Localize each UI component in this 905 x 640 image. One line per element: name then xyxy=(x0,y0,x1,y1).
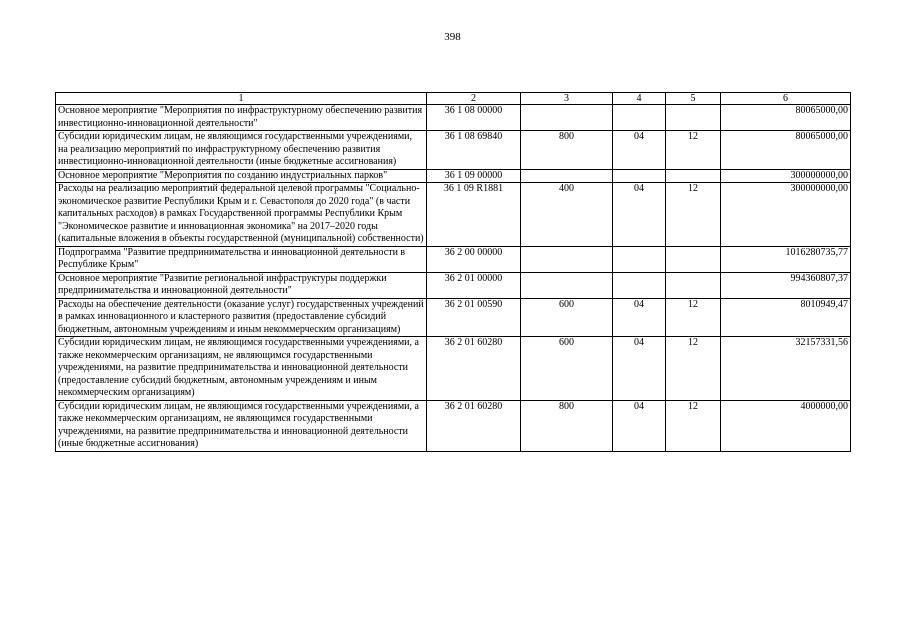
row-sum-cell: 300000000,00 xyxy=(721,183,851,247)
row-sum-cell: 4000000,00 xyxy=(721,400,851,451)
row-code-cell: 36 2 01 60280 xyxy=(427,400,521,451)
table-row xyxy=(56,131,851,170)
table-row xyxy=(56,169,851,183)
row-subsection-cell xyxy=(666,105,721,131)
page-number: 398 xyxy=(444,31,461,43)
row-type-cell xyxy=(521,272,613,298)
row-section-cell: 04 xyxy=(613,400,666,451)
table-row xyxy=(56,400,851,451)
row-name-cell: Основное мероприятие "Мероприятия по созданию индустриальных парков" xyxy=(56,169,427,183)
row-subsection-cell: 12 xyxy=(666,298,721,337)
row-code-cell: 36 2 01 00590 xyxy=(427,298,521,337)
table-row xyxy=(56,183,851,247)
row-name-cell: Расходы на реализацию мероприятий федеральной целевой программы "Социально-экономическое развитие Республики Крым и г. Севастополя до 2020 года" (в части капитальных расходов) в рамках Государственной программы Республики Крым "Экономическое развитие и инновационная экономика" на 2017–2020 годы (капитальные вложения в объекты государственной (муниципальной) собственности) xyxy=(56,183,427,247)
column-header: 4 xyxy=(613,93,666,105)
row-type-cell: 600 xyxy=(521,337,613,401)
table-row xyxy=(56,298,851,337)
row-subsection-cell xyxy=(666,169,721,183)
row-sum-cell: 1016280735,77 xyxy=(721,246,851,272)
row-section-cell xyxy=(613,105,666,131)
column-header: 3 xyxy=(521,93,613,105)
row-sum-cell: 8010949,47 xyxy=(721,298,851,337)
row-subsection-cell: 12 xyxy=(666,400,721,451)
row-name-cell: Субсидии юридическим лицам, не являющимся государственными учреждениями, а также некоммерческим организациям, не являющимся государственными учреждениями, на развитие предпринимательства и инновационной деятельности (иные бюджетные ассигнования) xyxy=(56,400,427,451)
table-row xyxy=(56,337,851,401)
row-type-cell xyxy=(521,169,613,183)
row-type-cell xyxy=(521,246,613,272)
column-header: 5 xyxy=(666,93,721,105)
row-type-cell: 800 xyxy=(521,131,613,170)
table-row xyxy=(56,272,851,298)
row-subsection-cell: 12 xyxy=(666,131,721,170)
row-section-cell: 04 xyxy=(613,337,666,401)
row-sum-cell: 80065000,00 xyxy=(721,131,851,170)
table-row xyxy=(56,105,851,131)
row-type-cell: 400 xyxy=(521,183,613,247)
table-row xyxy=(56,246,851,272)
row-code-cell: 36 2 00 00000 xyxy=(427,246,521,272)
row-subsection-cell xyxy=(666,272,721,298)
row-sum-cell: 80065000,00 xyxy=(721,105,851,131)
row-subsection-cell: 12 xyxy=(666,337,721,401)
row-code-cell: 36 1 09 00000 xyxy=(427,169,521,183)
budget-table xyxy=(55,92,851,452)
row-subsection-cell xyxy=(666,246,721,272)
row-section-cell: 04 xyxy=(613,183,666,247)
row-sum-cell: 32157331,56 xyxy=(721,337,851,401)
row-type-cell: 600 xyxy=(521,298,613,337)
row-section-cell: 04 xyxy=(613,298,666,337)
row-type-cell: 800 xyxy=(521,400,613,451)
row-name-cell: Подпрограмма "Развитие предпринимательства и инновационной деятельности в Республике Крым" xyxy=(56,246,427,272)
row-name-cell: Субсидии юридическим лицам, не являющимся государственными учреждениями, а также некоммерческим организациям, не являющимся государственными учреждениями, на развитие предпринимательства и инновационной деятельности (предоставление субсидий бюджетным, автономным учреждениям и иным некоммерческим организациям) xyxy=(56,337,427,401)
row-name-cell: Расходы на обеспечение деятельности (оказание услуг) государственных учреждений в рамках инновационного и кластерного развития (предоставление субсидий бюджетным, автономным учреждениям и иным некоммерческим организациям) xyxy=(56,298,427,337)
row-name-cell: Субсидии юридическим лицам, не являющимся государственными учреждениями, на реализацию мероприятий по инфраструктурному обеспечению развития инвестиционно-инновационной деятельности (иные бюджетные ассигнования) xyxy=(56,131,427,170)
row-code-cell: 36 1 09 R1881 xyxy=(427,183,521,247)
row-section-cell: 04 xyxy=(613,131,666,170)
row-section-cell xyxy=(613,169,666,183)
column-header: 1 xyxy=(56,93,427,105)
row-code-cell: 36 1 08 00000 xyxy=(427,105,521,131)
row-sum-cell: 300000000,00 xyxy=(721,169,851,183)
row-code-cell: 36 2 01 60280 xyxy=(427,337,521,401)
column-number-row xyxy=(56,93,851,105)
row-name-cell: Основное мероприятие "Развитие региональной инфраструктуры поддержки предпринимательства и инновационной деятельности" xyxy=(56,272,427,298)
row-code-cell: 36 2 01 00000 xyxy=(427,272,521,298)
row-name-cell: Основное мероприятие "Мероприятия по инфраструктурному обеспечению развития инвестиционно-инновационной деятельности" xyxy=(56,105,427,131)
row-subsection-cell: 12 xyxy=(666,183,721,247)
column-header: 6 xyxy=(721,93,851,105)
row-section-cell xyxy=(613,246,666,272)
row-code-cell: 36 1 08 69840 xyxy=(427,131,521,170)
row-type-cell xyxy=(521,105,613,131)
row-section-cell xyxy=(613,272,666,298)
row-sum-cell: 994360807,37 xyxy=(721,272,851,298)
column-header: 2 xyxy=(427,93,521,105)
